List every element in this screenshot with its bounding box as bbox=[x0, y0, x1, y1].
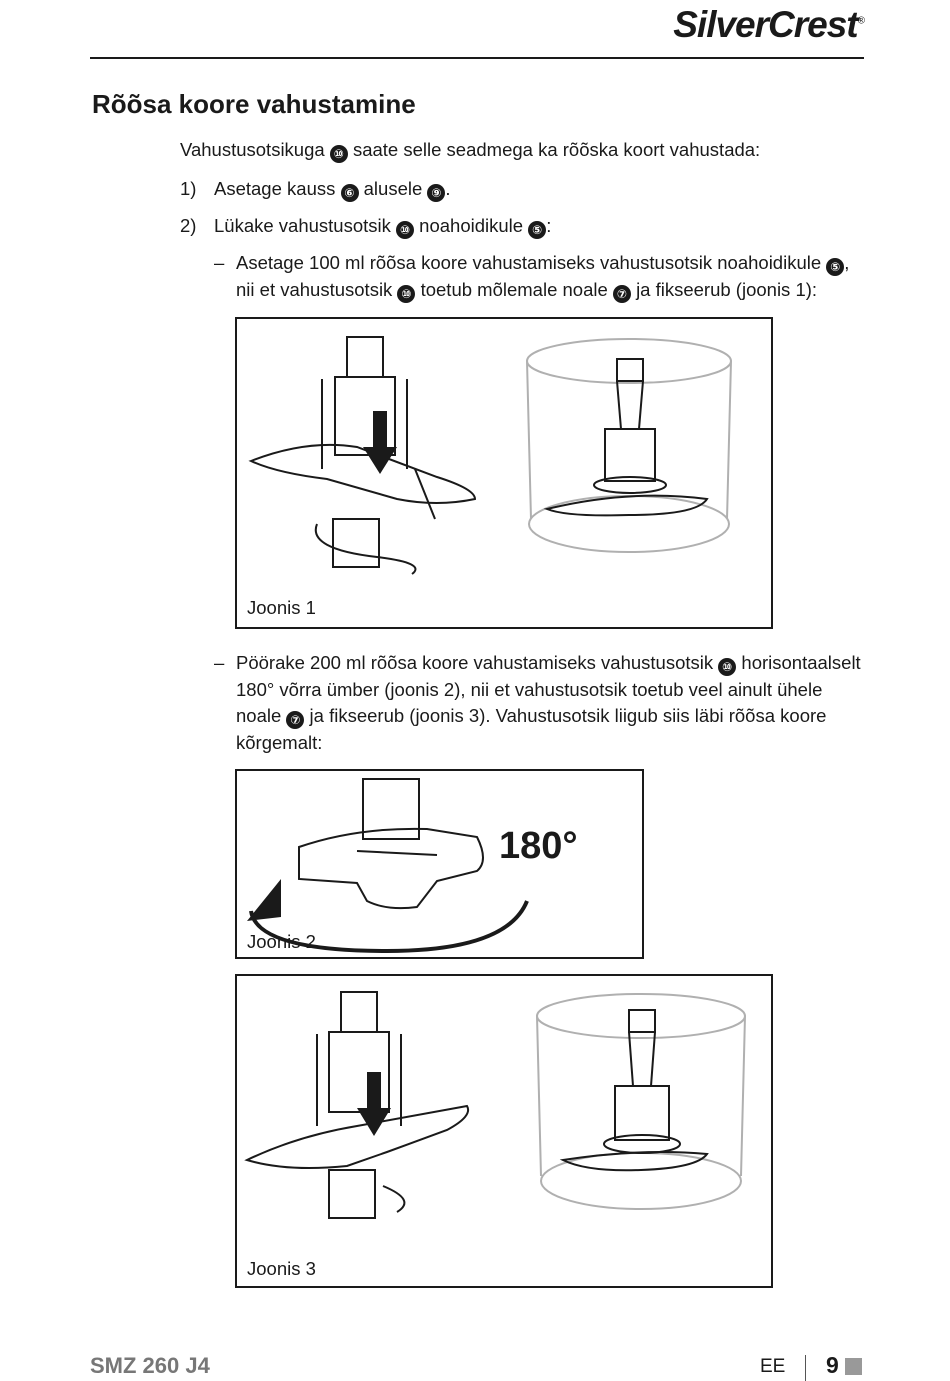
step-number: 1) bbox=[180, 178, 197, 199]
intro-paragraph: Vahustusotsikuga ⑩ saate selle seadmega ka rõõska koort vahustada: bbox=[180, 139, 761, 161]
ref-badge: ⑥ bbox=[341, 184, 359, 202]
figure-1-illustration bbox=[237, 319, 771, 627]
step-number: 2) bbox=[180, 215, 197, 236]
figure-2-illustration bbox=[237, 771, 642, 957]
footer-separator bbox=[805, 1355, 806, 1381]
page-title: Rõõsa koore vahustamine bbox=[92, 89, 416, 119]
figure-3-illustration bbox=[237, 976, 771, 1286]
ref-badge: ⑩ bbox=[396, 221, 414, 239]
figure-1-label: Joonis 1 bbox=[247, 597, 316, 618]
page-number: 9 bbox=[826, 1352, 839, 1378]
brand-logo bbox=[673, 4, 864, 46]
figure-3 bbox=[235, 974, 773, 1288]
bullet-dash: – bbox=[214, 652, 225, 673]
step-2: 2) Lükake vahustusotsik ⑩ noahoidikule ⑤ : bbox=[180, 213, 551, 240]
figure-2 bbox=[235, 769, 644, 959]
figure-2-label: Joonis 2 bbox=[247, 931, 316, 952]
ref-badge: ⑤ bbox=[826, 258, 844, 276]
rotation-angle-label: 180° bbox=[499, 825, 578, 867]
page-marker bbox=[845, 1358, 862, 1375]
ref-badge: ⑩ bbox=[397, 285, 415, 303]
ref-badge: ⑨ bbox=[427, 184, 445, 202]
bullet-1: – Asetage 100 ml rõõsa koore vahustamiseks vahustusotsik noahoidikule ⑤ , nii et vahustusotsik ⑩ toetub mõlemale noale ⑦ ja fikseerub (joonis 1): bbox=[214, 252, 850, 301]
footer-model: SMZ 260 J4 bbox=[90, 1353, 210, 1378]
brand-name: SilverCrest bbox=[673, 4, 858, 45]
ref-badge: ⑦ bbox=[613, 285, 631, 303]
bullet-dash: – bbox=[214, 252, 225, 273]
footer-language: EE bbox=[760, 1356, 786, 1377]
header-rule bbox=[90, 57, 864, 59]
ref-badge: ⑦ bbox=[286, 711, 304, 729]
ref-badge: ⑤ bbox=[528, 221, 546, 239]
figure-3-label: Joonis 3 bbox=[247, 1258, 316, 1279]
bullet-2: – Pöörake 200 ml rõõsa koore vahustamiseks vahustusotsik ⑩ horisontaalselt 180° võrra ümber (joonis 2), nii et vahustusotsik toetub veel ainult ühele noale ⑦ ja fikseerub (joonis 3). Vahustusotsik liigub siis läbi rõõsa koore kõrgemalt: bbox=[214, 652, 861, 753]
step-1: 1) Asetage kauss ⑥ alusele ⑨ . bbox=[180, 176, 451, 203]
registered-mark: ® bbox=[857, 15, 864, 27]
figure-1 bbox=[235, 317, 773, 629]
ref-badge: ⑩ bbox=[718, 658, 736, 676]
ref-badge: ⑩ bbox=[330, 145, 348, 163]
